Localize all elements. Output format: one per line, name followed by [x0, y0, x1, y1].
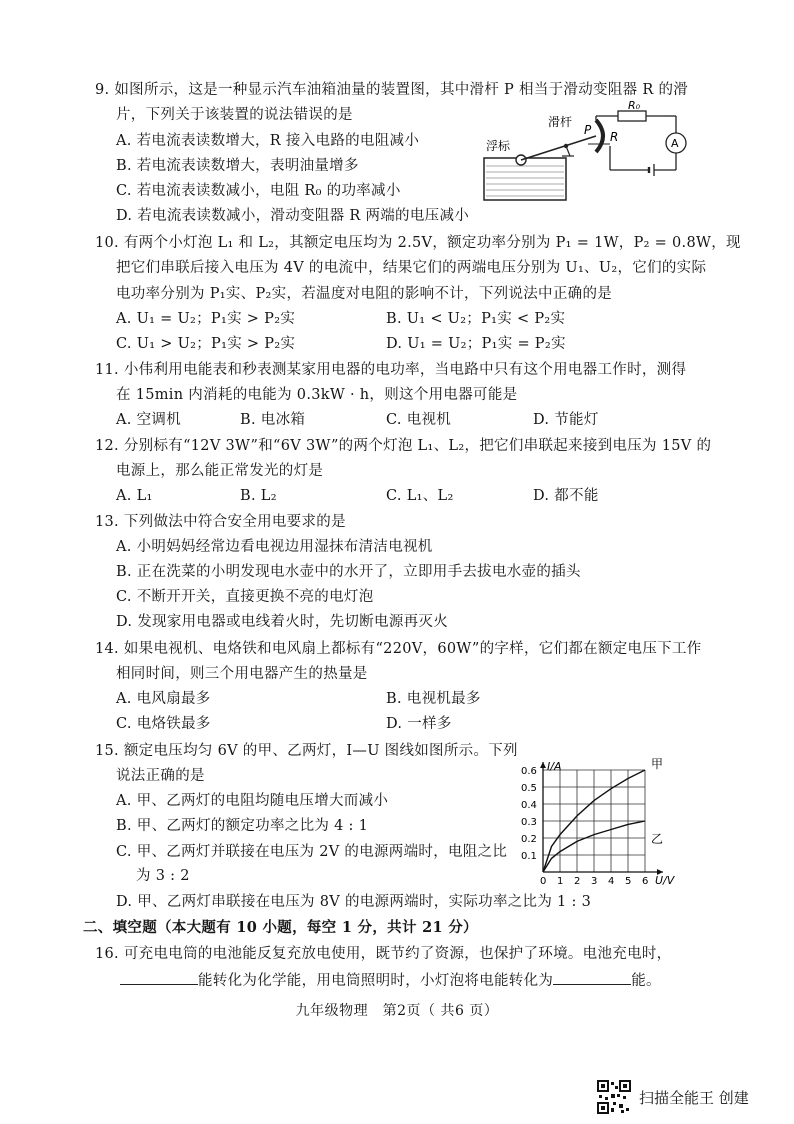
- q16-part-a: 能转化为化学能，用电筒照明时，小灯泡将电能转化为: [198, 973, 554, 989]
- x-tick-label: 4: [608, 876, 615, 887]
- q16-stem-line2: [120, 970, 661, 991]
- section2-title: 二、填空题（本大题有 10 小题，每空 1 分，共计 21 分）: [83, 919, 478, 936]
- q14-option-c: C. 电烙铁最多: [116, 716, 211, 732]
- float-label: 浮标: [486, 139, 511, 153]
- q15-option-d: D. 甲、乙两灯串联接在电压为 8V 的电源两端时，实际功率之比为 1 : 3: [116, 894, 592, 910]
- y-tick-label: 0.4: [521, 800, 537, 811]
- q12-option-b: B. L₂: [240, 488, 277, 504]
- ammeter-label: A: [671, 137, 679, 150]
- q13-option-b: B. 正在洗菜的小明发现电水壶中的水开了，立即用手去拔电水壶的插头: [116, 564, 581, 580]
- y-tick-label: 0.5: [521, 783, 537, 794]
- q11-option-c: C. 电视机: [386, 412, 452, 428]
- q10-stem-line3: 电功率分别为 P₁实、P₂实，若温度对电阻的影响不计，下列说法中正确的是: [116, 286, 613, 302]
- x-tick-label: 3: [591, 876, 598, 887]
- q12-stem-line2: 电源上，那么能正常发光的灯是: [116, 463, 324, 479]
- q15-option-a: A. 甲、乙两灯的电阻均随电压增大而减小: [116, 793, 389, 809]
- q13-option-a: A. 小明妈妈经常边看电视边用湿抹布清洁电视机: [116, 539, 433, 555]
- q15-option-c-line1: C. 甲、乙两灯并联接在电压为 2V 的电源两端时，电阻之比: [116, 844, 508, 860]
- q15-stem-line2: 说法正确的是: [116, 768, 205, 784]
- q10-option-c: C. U₁ > U₂；P₁实 > P₂实: [116, 336, 296, 352]
- y-axis-arrow-icon: [540, 762, 546, 768]
- series-label-2: 乙: [651, 832, 664, 846]
- q13-option-d: D. 发现家用电器或电线着火时，先切断电源再灭火: [116, 614, 449, 630]
- q16-part-b: 能。: [631, 973, 661, 989]
- x-tick-label: 1: [557, 876, 564, 887]
- x-tick-label: 5: [625, 876, 632, 887]
- y-tick-label: 0.3: [521, 817, 537, 828]
- q14-option-b: B. 电视机最多: [386, 691, 481, 707]
- q9-circuit-figure: [478, 99, 698, 205]
- x-tick-label: 2: [574, 876, 581, 887]
- q16-blank-2[interactable]: [553, 970, 631, 985]
- q9-option-b: B. 若电流表读数增大，表明油量增多: [116, 158, 359, 174]
- q12-option-c: C. L₁、L₂: [386, 488, 454, 504]
- q12-option-d: D. 都不能: [533, 488, 599, 504]
- q14-stem-line2: 相同时间，则三个用电器产生的热量是: [116, 666, 368, 682]
- x-tick-label: 0: [540, 876, 547, 887]
- q14-option-d: D. 一样多: [386, 716, 452, 732]
- q15-iu-chart: [505, 758, 685, 890]
- q14-option-a: A. 电风扇最多: [116, 691, 211, 707]
- p-label: P: [584, 123, 592, 137]
- series-label-1: 甲: [651, 757, 664, 771]
- q9-stem-line1: 9. 如图所示，这是一种显示汽车油箱油量的装置图，其中滑杆 P 相当于滑动变阻器 R 的滑: [95, 82, 689, 98]
- q10-option-b: B. U₁ < U₂；P₁实 < P₂实: [386, 311, 566, 327]
- q12-option-a: A. L₁: [116, 488, 153, 504]
- q16-stem-line1: 16. 可充电电筒的电池能反复充放电使用，既节约了资源，也保护了环境。电池充电时，: [95, 946, 672, 962]
- q16-blank-1[interactable]: [120, 970, 198, 985]
- q9-option-a: A. 若电流表读数增大，R 接入电路的电阻减小: [116, 133, 420, 149]
- q9-stem-line2: 片，下列关于该装置的说法错误的是: [116, 107, 353, 123]
- q10-stem-line1: 10. 有两个小灯泡 L₁ 和 L₂，其额定电压均为 2.5V，额定功率分别为 P₁ = 1W，P₂ = 0.8W，现: [95, 235, 741, 251]
- x-axis-label: U/V: [655, 874, 675, 887]
- q9-option-d: D. 若电流表读数减小，滑动变阻器 R 两端的电压减小: [116, 208, 470, 224]
- page-footer: 九年级物理 第2页（ 共6 页）: [295, 1003, 499, 1019]
- q13-stem: 13. 下列做法中符合安全用电要求的是: [95, 514, 346, 530]
- q12-stem-line1: 12. 分别标有“12V 3W”和“6V 3W”的两个灯泡 L₁、L₂，把它们串联起来接到电压为 15V 的: [95, 438, 712, 454]
- q10-stem-line2: 把它们串联后接入电压为 4V 的电流中，结果它们的两端电压分别为 U₁、U₂，它们的实际: [116, 260, 707, 276]
- q9-option-c: C. 若电流表读数减小，电阻 R₀ 的功率减小: [116, 183, 401, 199]
- qr-code-icon: [597, 1080, 631, 1114]
- scanner-watermark: [597, 1080, 749, 1114]
- q15-stem-line1: 15. 额定电压均匀 6V 的甲、乙两灯，I—U 图线如图所示。下列: [95, 743, 518, 759]
- y-axis-label: I/A: [547, 760, 562, 773]
- q10-option-a: A. U₁ = U₂；P₁实 > P₂实: [116, 311, 296, 327]
- y-tick-label: 0.1: [521, 851, 537, 862]
- y-tick-label: 0.2: [521, 834, 537, 845]
- q15-option-c-line2: 为 3 : 2: [136, 868, 190, 884]
- slider-label: 滑杆: [548, 115, 573, 129]
- q15-option-b: B. 甲、乙两灯的额定功率之比为 4 : 1: [116, 818, 369, 834]
- q11-stem-line1: 11. 小伟利用电能表和秒表测某家用电器的电功率，当电路中只有这个用电器工作时，测得: [95, 362, 687, 378]
- q11-option-a: A. 空调机: [116, 412, 181, 428]
- q13-option-c: C. 不断开开关，直接更换不亮的电灯泡: [116, 589, 374, 605]
- q14-stem-line1: 14. 如果电视机、电烙铁和电风扇上都标有“220V，60W”的字样，它们都在额定电压下工作: [95, 641, 702, 657]
- q11-option-d: D. 节能灯: [533, 412, 599, 428]
- x-tick-label: 6: [642, 876, 649, 887]
- watermark-text: 扫描全能王 创建: [639, 1088, 749, 1107]
- q10-option-d: D. U₁ = U₂；P₁实 = P₂实: [386, 336, 566, 352]
- r-label: R: [610, 130, 619, 144]
- r0-label: R₀: [628, 99, 641, 112]
- q11-stem-line2: 在 15min 内消耗的电能为 0.3kW · h，则这个用电器可能是: [116, 387, 518, 403]
- y-tick-label: 0.6: [521, 766, 537, 777]
- q11-option-b: B. 电冰箱: [240, 412, 306, 428]
